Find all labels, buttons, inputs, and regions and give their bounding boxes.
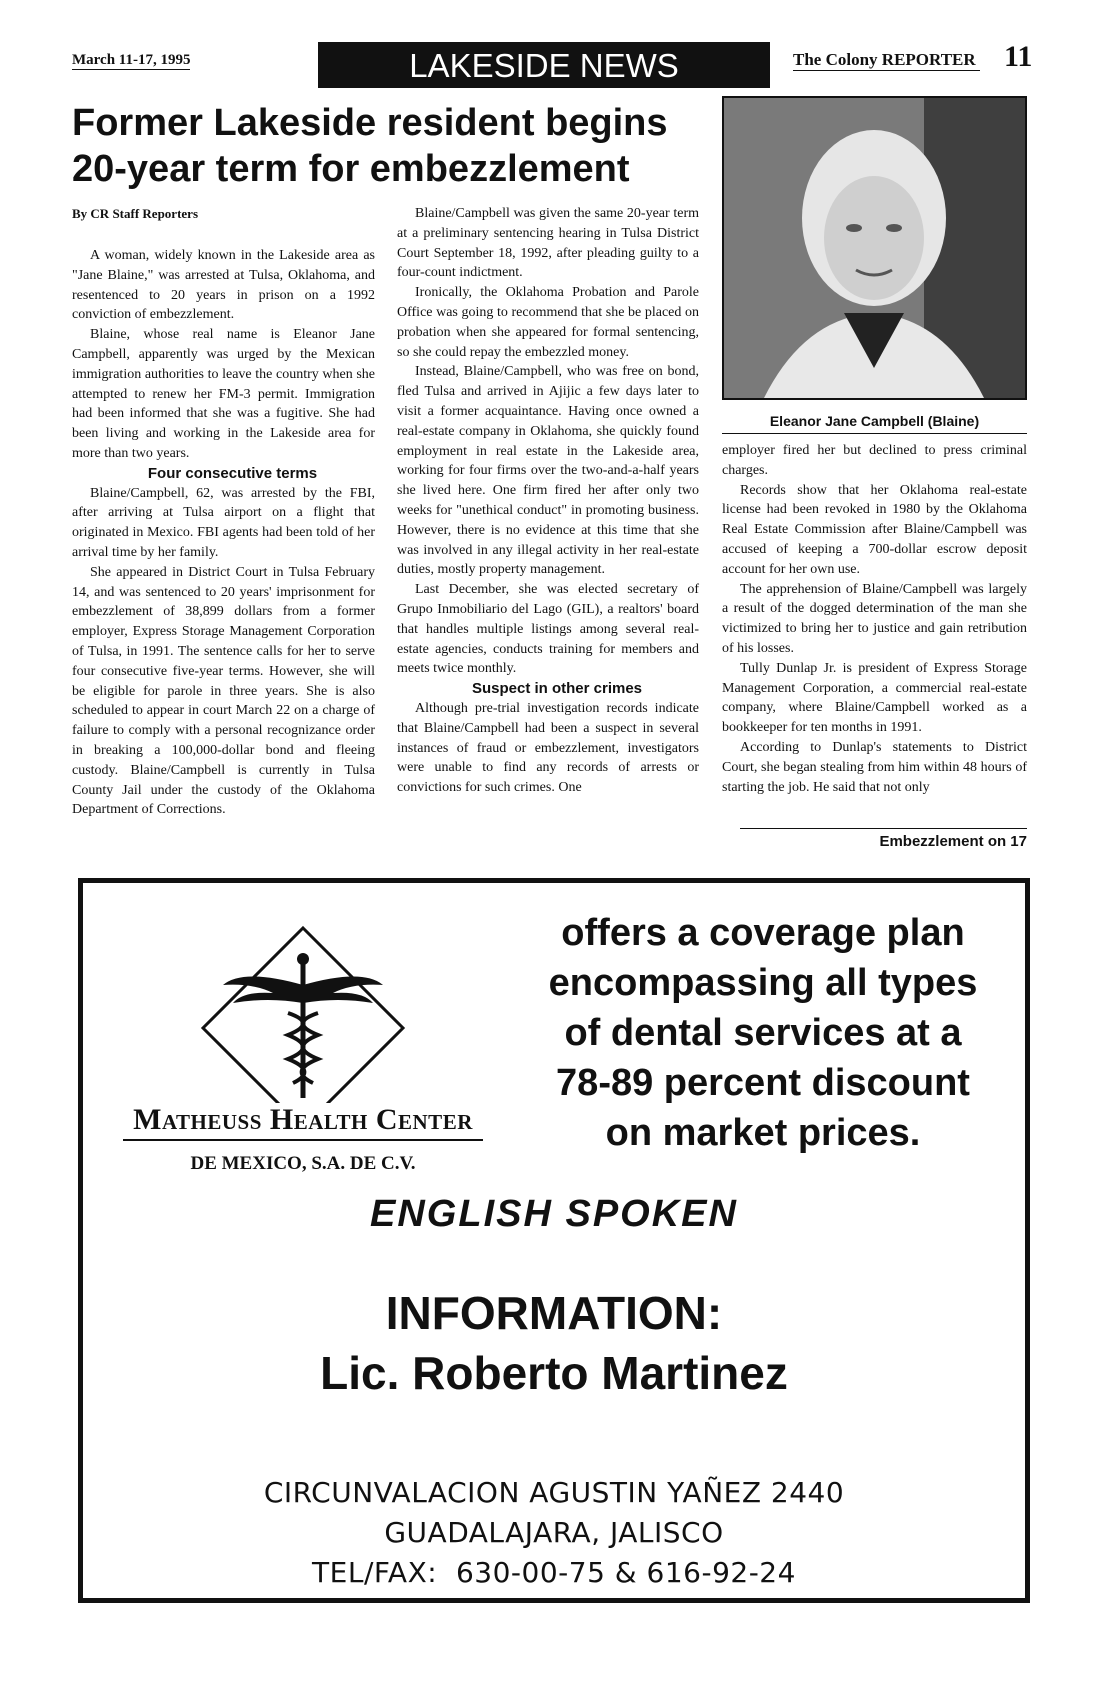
byline: By CR Staff Reporters [72,206,199,221]
paragraph: She appeared in District Court in Tulsa February 14, and was sentenced to 20 years' imprisonment for embezzlement of 38,899 dollars from a former employer, Express Storage Management Corporation of Tulsa, in 1991. The sentence calls for her to serve four consecutive five-year terms. However, she will be eligible for parole in three years. She is also scheduled to appear in court March 22 on a charge of failure to comply with a personal recognizance order in breaking a 100,000-dollar bond and fleeing custody. Blaine/Campbell is currently in Tulsa County Jail under the custody of the Oklahoma Department of Corrections. [72,564,375,818]
article-column-3 [722,441,1027,797]
caduceus-logo-icon [123,923,483,1103]
article-column-2 [397,204,699,798]
offer-line: 78-89 percent discount [556,1062,970,1104]
ad-information [83,1283,1025,1403]
paragraph: A woman, widely known in the Lakeside area as "Jane Blaine," was arrested at Tulsa, Oklahoma, and resentenced to 20 years in prison on a 1992 conviction of embezzlement. [72,248,375,323]
paragraph: The apprehension of Blaine/Campbell was largely a result of the dogged determination of the man she victimized to bring her to justice and gain retribution of his losses. [722,581,1027,656]
paragraph: Ironically, the Oklahoma Probation and Parole Office was going to recommend that she be placed on probation when she appeared for formal sentencing, so she could repay the embezzled money. [397,285,699,360]
ad-english-spoken: ENGLISH SPOKEN [370,1193,738,1235]
paragraph: Instead, Blaine/Campbell, who was free on bond, fled Tulsa and arrived in Ajijic a few days later to visit a former acquaintance. Having once owned a real-estate company in Oklahoma, she quickly found employment in real estate in the Lakeside area, working for four firms over the two-and-a-half years she lived here. One firm fired her after only two weeks for "unethical conduct" in promoting business. However, there is no evidence at this time that she was involved in any illegal activity in her real-estate duties, mostly property management. [397,364,699,578]
paragraph: Last December, she was elected secretary of Grupo Inmobiliario del Lago (GIL), a realtors' board that handles multiple listings among several real-estate agencies, conducts training for members and meets twice monthly. [397,582,699,677]
ad-offer-text [523,908,1003,1158]
photo-caption: Eleanor Jane Campbell (Blaine) [722,413,1027,434]
headline: Former Lakeside resident begins 20-year term for embezzlement [72,102,668,190]
paragraph: Blaine/Campbell, 62, was arrested by the FBI, after arriving at Tulsa airport on a flight that originated in Mexico. FBI agents had been told of her arrival time by her family. [72,485,375,560]
paragraph: Blaine, whose real name is Eleanor Jane Campbell, apparently was urged by the Mexican immigration authorities to leave the country when she attempted to renew her FM-3 permit. Immigration had been informed that she was a fugitive. She had been living and working in the Lakeside area for more than two years. [72,327,375,461]
paragraph: Tully Dunlap Jr. is president of Express Storage Management Corporation, a commercial real-estate company, where Blaine/Campbell worked as a bookkeeper for ten months in 1991. [722,660,1027,736]
paragraph: Although pre-trial investigation records indicate that Blaine/Campbell had been a suspect in several instances of fraud or embezzlement, investigators were unable to find any records of arrests or convictions for such crimes. One [397,700,699,796]
issue-date: March 11-17, 1995 [72,52,191,68]
ad-contact-name: Lic. Roberto Martinez [320,1347,788,1399]
ad-address-line: CIRCUNVALACION AGUSTIN YAÑEZ 2440 [263,1476,845,1509]
subhead: Four consecutive terms [147,464,318,482]
offer-line: on market prices. [605,1112,921,1154]
ad-company-subname: DE MEXICO, S.A. DE C.V. [190,1153,416,1174]
ad-phone: TEL/FAX: 630-00-75 & 616-92-24 [312,1556,796,1589]
subhead: Suspect in other crimes [471,680,643,698]
offer-line: of dental services at a [564,1012,962,1054]
section-banner: LAKESIDE NEWS [318,42,770,88]
offer-line: offers a coverage plan [561,912,965,954]
portrait-photo [722,96,1027,400]
paragraph: Records show that her Oklahoma real-estate license had been revoked in 1980 by the Oklahoma Real Estate Commission after Blaine/Campbell was accused of keeping a 700-dollar escrow deposit account for her own use. [722,482,1027,577]
ad-info-label: INFORMATION: [385,1287,723,1339]
paper-name: The Colony REPORTER [793,50,980,71]
ad-address-line: GUADALAJARA, JALISCO [384,1516,724,1549]
article-column-1 [72,246,375,820]
paragraph: employer fired her but declined to press criminal charges. [722,443,1027,478]
offer-line: encompassing all types [548,962,978,1004]
portrait-image [724,98,1025,398]
paragraph: According to Dunlap's statements to District Court, she began stealing from him within 48 hours of starting the job. He said that not only [722,739,1027,795]
continued-jump-line: Embezzlement on 17 [740,828,1027,850]
ad-address [83,1473,1025,1593]
page-number: 11 [1004,40,1033,73]
advertisement-box [78,878,1030,1603]
ad-company-name: Matheuss Health Center [123,1103,483,1141]
paragraph: Blaine/Campbell was given the same 20-year term at a preliminary sentencing hearing in Tulsa District Court September 18, 1992, after pleading guilty to a four-count indictment. [397,206,699,281]
